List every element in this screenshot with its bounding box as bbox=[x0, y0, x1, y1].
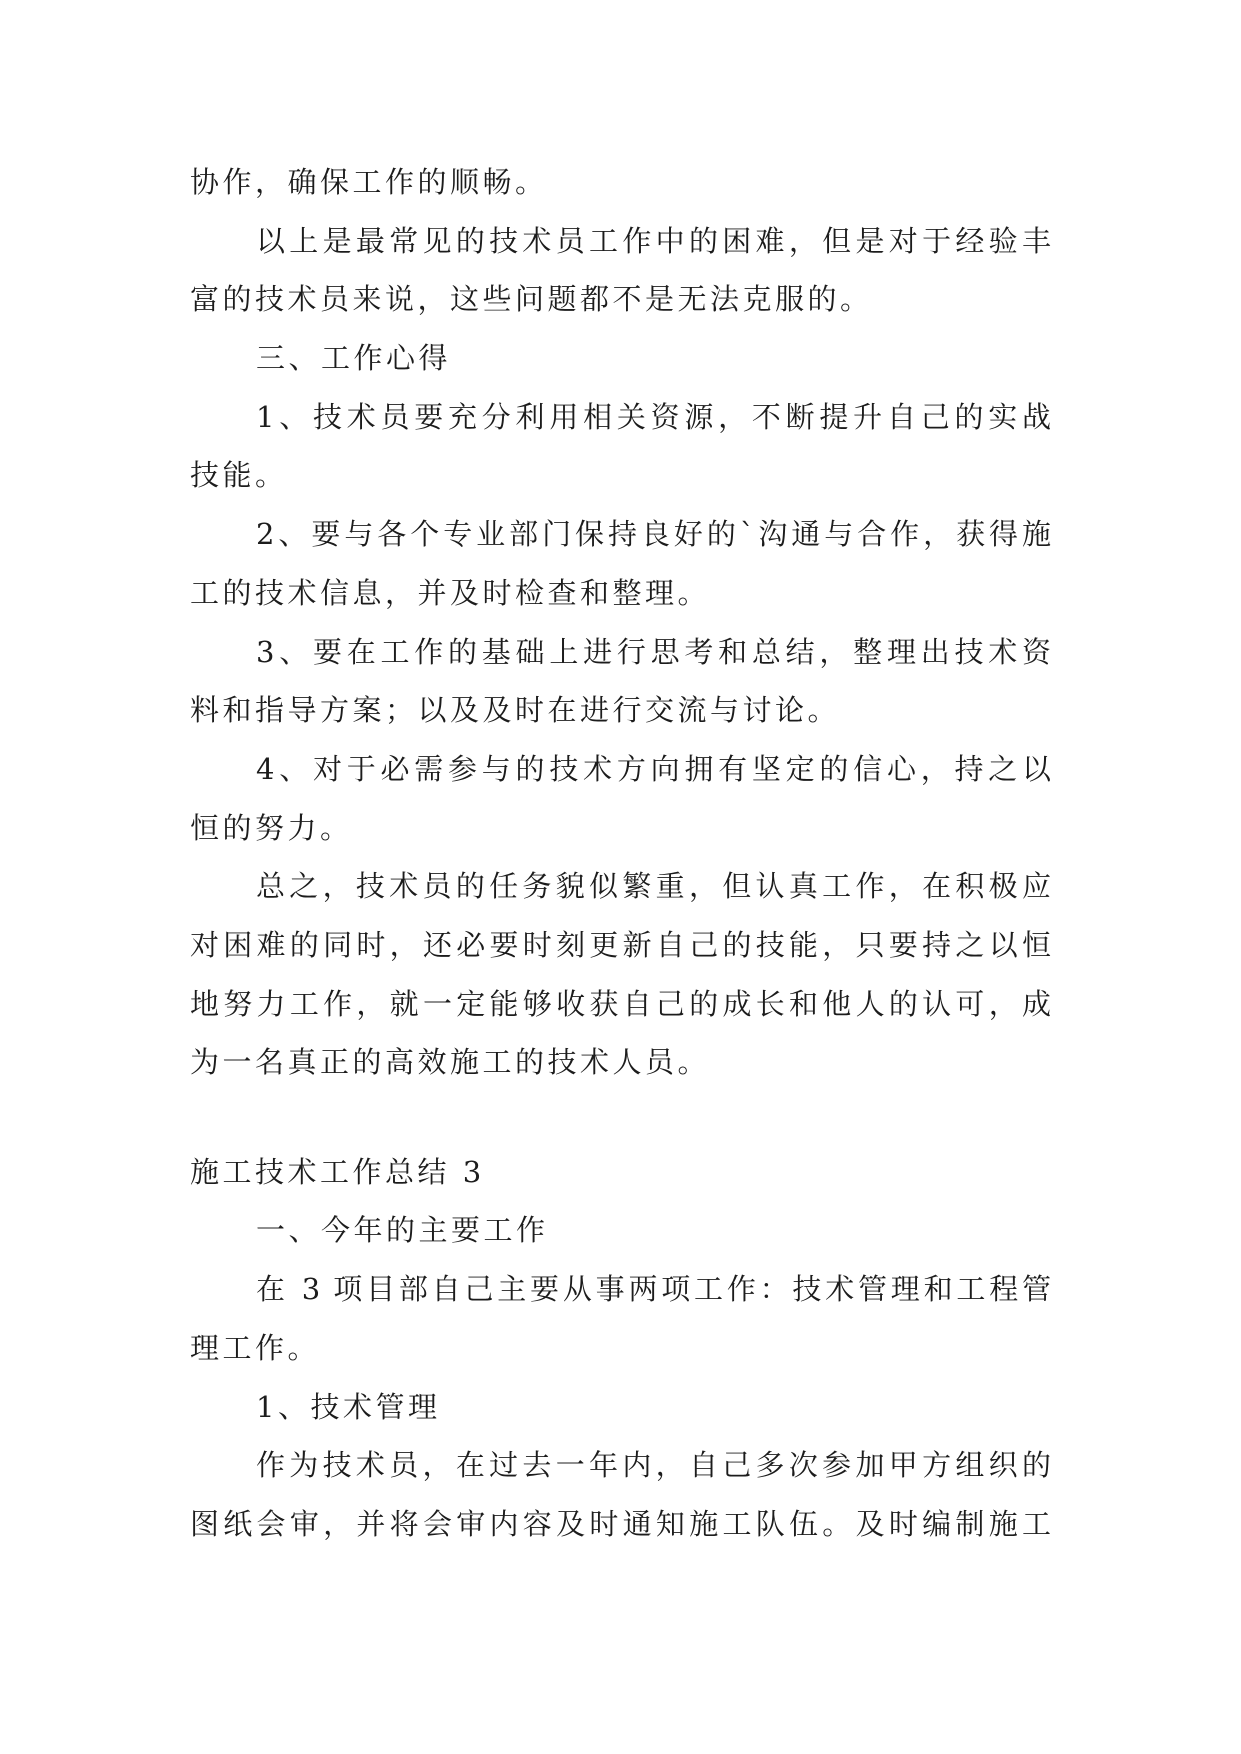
paragraph-line: 工的技术信息，并及时检查和整理。 bbox=[190, 575, 711, 610]
paragraph-line: 地努力工作，就一定能够收获自己的成长和他人的认可，成 bbox=[190, 986, 1051, 1021]
list-item-3 bbox=[190, 623, 1051, 740]
subheading-text: 1、技术管理 bbox=[256, 1389, 441, 1424]
paragraph-difficulties-summary bbox=[190, 212, 1051, 329]
subheading-text: 一、今年的主要工作 bbox=[256, 1213, 549, 1248]
paragraph-line: 恒的努力。 bbox=[190, 810, 353, 845]
paragraph-line: 在 3 项目部自己主要从事两项工作：技术管理和工程管 bbox=[256, 1272, 1051, 1307]
list-item-1 bbox=[190, 388, 1051, 505]
paragraph-continued bbox=[190, 153, 1051, 212]
list-item-2 bbox=[190, 505, 1051, 622]
section-title bbox=[190, 1143, 1051, 1202]
subheading-work-insights bbox=[190, 329, 1051, 388]
paragraph-conclusion bbox=[190, 857, 1051, 1092]
paragraph-line: 3、要在工作的基础上进行思考和总结，整理出技术资 bbox=[256, 634, 1051, 669]
paragraph-work-overview bbox=[190, 1260, 1051, 1377]
paragraph-line: 总之，技术员的任务貌似繁重，但认真工作，在积极应 bbox=[256, 869, 1051, 904]
paragraph-line: 料和指导方案；以及及时在进行交流与讨论。 bbox=[190, 693, 841, 728]
list-item-4 bbox=[190, 740, 1051, 857]
paragraph-line: 协作，确保工作的顺畅。 bbox=[190, 165, 548, 199]
subheading-technical-management bbox=[190, 1378, 1051, 1437]
paragraph-line: 1、技术员要充分利用相关资源，不断提升自己的实战 bbox=[256, 399, 1051, 434]
paragraph-line: 技能。 bbox=[190, 458, 288, 493]
section-title-text: 施工技术工作总结 3 bbox=[190, 1154, 485, 1189]
paragraph-line: 理工作。 bbox=[190, 1330, 321, 1365]
subheading-text: 三、工作心得 bbox=[256, 341, 452, 376]
document-body bbox=[190, 153, 1051, 1554]
paragraph-line: 作为技术员，在过去一年内，自己多次参加甲方组织的 bbox=[256, 1448, 1051, 1483]
paragraph-line: 图纸会审，并将会审内容及时通知施工队伍。及时编制施工 bbox=[190, 1506, 1051, 1541]
paragraph-line: 4、对于必需参与的技术方向拥有坚定的信心，持之以 bbox=[256, 751, 1051, 786]
paragraph-line: 2、要与各个专业部门保持良好的`沟通与合作，获得施 bbox=[256, 517, 1051, 552]
paragraph-line: 以上是最常见的技术员工作中的困难，但是对于经验丰 bbox=[256, 223, 1051, 258]
subheading-main-work bbox=[190, 1201, 1051, 1260]
paragraph-line: 为一名真正的高效施工的技术人员。 bbox=[190, 1045, 711, 1080]
paragraph-line: 对困难的同时，还必要时刻更新自己的技能，只要持之以恒 bbox=[190, 927, 1051, 962]
paragraph-line: 富的技术员来说，这些问题都不是无法克服的。 bbox=[190, 282, 873, 317]
paragraph-technical-management bbox=[190, 1436, 1051, 1553]
